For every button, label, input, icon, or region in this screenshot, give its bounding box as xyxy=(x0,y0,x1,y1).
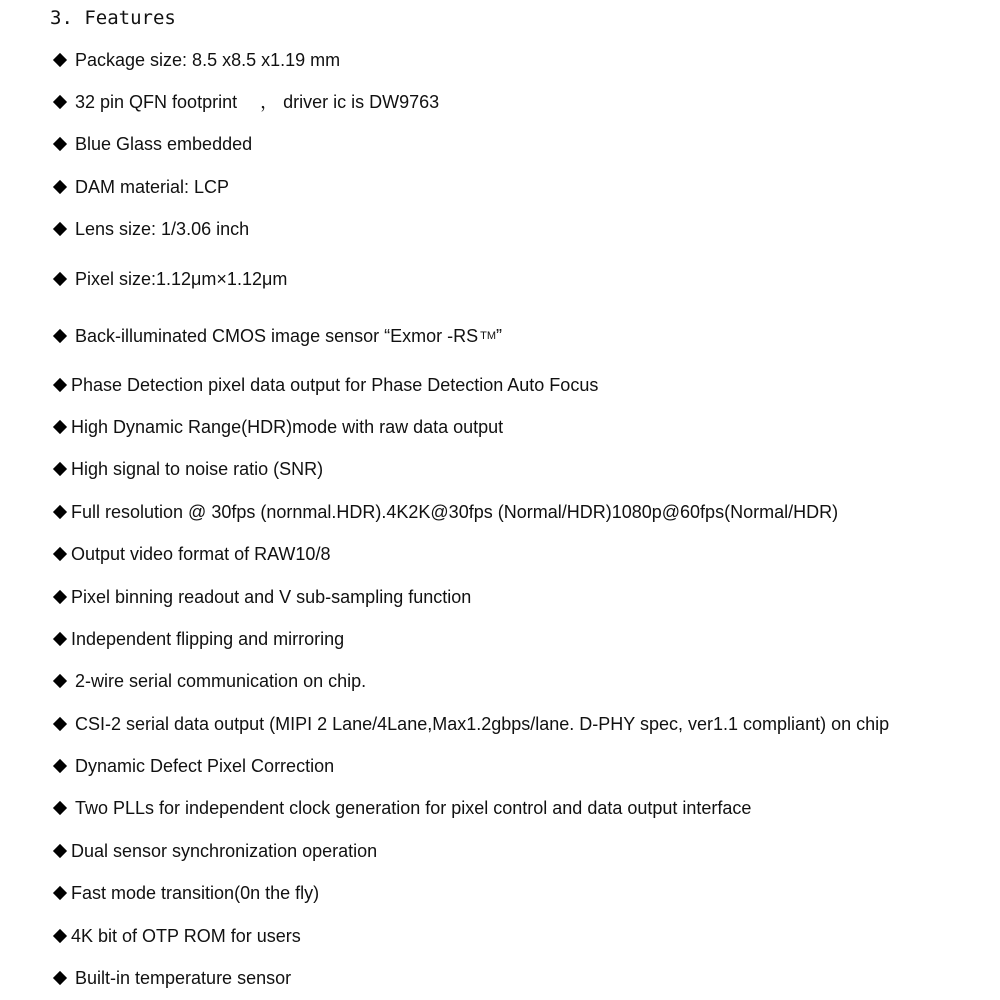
feature-text: Phase Detection pixel data output for Phase Detection Auto Focus xyxy=(71,375,599,395)
feature-text: Independent flipping and mirroring xyxy=(71,629,345,649)
feature-item-csi2-output xyxy=(53,711,889,737)
diamond-bullet-icon xyxy=(53,420,67,434)
feature-text: Blue Glass embedded xyxy=(75,134,253,154)
feature-text: Built-in temperature sensor xyxy=(75,968,292,988)
feature-text: Back-illuminated CMOS image sensor “Exmor -RS xyxy=(75,326,479,346)
feature-text-suffix: ” xyxy=(496,326,503,346)
diamond-bullet-icon xyxy=(53,137,67,151)
feature-item-dual-sensor xyxy=(53,838,377,864)
feature-text: 4K bit of OTP ROM for users xyxy=(71,926,301,946)
feature-item-plls xyxy=(53,795,751,821)
diamond-bullet-icon xyxy=(53,844,67,858)
section-number: 3. xyxy=(50,7,73,29)
diamond-bullet-icon xyxy=(53,801,67,815)
feature-item-output-format xyxy=(53,541,330,567)
feature-item-serial-communication xyxy=(53,668,366,694)
feature-text: Two PLLs for independent clock generation for pixel control and data output interface xyxy=(75,798,752,818)
feature-item-full-resolution xyxy=(53,499,838,525)
diamond-bullet-icon xyxy=(53,886,67,900)
feature-item-cmos-sensor: Back-illuminated CMOS image sensor “Exmor -RS TM ” xyxy=(53,323,502,349)
feature-text: Dynamic Defect Pixel Correction xyxy=(75,756,335,776)
diamond-bullet-icon xyxy=(53,971,67,985)
feature-item-fast-mode xyxy=(53,880,319,906)
feature-item-snr xyxy=(53,456,323,482)
diamond-bullet-icon xyxy=(53,378,67,392)
feature-text: 2-wire serial communication on chip. xyxy=(75,671,367,691)
diamond-bullet-icon xyxy=(53,222,67,236)
diamond-bullet-icon xyxy=(53,180,67,194)
feature-text: Lens size: 1/3.06 inch xyxy=(75,219,250,239)
diamond-bullet-icon xyxy=(53,590,67,604)
feature-text: Output video format of RAW10/8 xyxy=(71,544,331,564)
feature-text: DAM material: LCP xyxy=(75,177,230,197)
feature-item-phase-detection xyxy=(53,372,598,398)
feature-text: Pixel size:1.12μm×1.12μm xyxy=(75,269,288,289)
feature-text: High Dynamic Range(HDR)mode with raw data output xyxy=(71,417,504,437)
feature-text: Pixel binning readout and V sub-sampling function xyxy=(71,587,472,607)
feature-item-package-size xyxy=(53,47,340,73)
diamond-bullet-icon xyxy=(53,505,67,519)
feature-item-hdr-mode xyxy=(53,414,503,440)
feature-text: Package size: 8.5 x8.5 x1.19 mm xyxy=(75,50,341,70)
feature-text: CSI-2 serial data output (MIPI 2 Lane/4Lane,Max1.2gbps/lane. D-PHY spec, ver1.1 compliant) on chip xyxy=(75,714,890,734)
diamond-bullet-icon xyxy=(53,53,67,67)
feature-item-dam-material xyxy=(53,174,229,200)
feature-item-pixel-size xyxy=(53,266,287,292)
feature-text: High signal to noise ratio (SNR) xyxy=(71,459,324,479)
diamond-bullet-icon xyxy=(53,547,67,561)
feature-text: 32 pin QFN footprint ， driver ic is DW9763 xyxy=(75,92,440,112)
feature-item-blue-glass xyxy=(53,131,252,157)
feature-text: Fast mode transition(0n the fly) xyxy=(71,883,320,903)
diamond-bullet-icon xyxy=(53,929,67,943)
diamond-bullet-icon xyxy=(53,462,67,476)
diamond-bullet-icon xyxy=(53,329,67,343)
feature-item-footprint xyxy=(53,89,439,115)
diamond-bullet-icon xyxy=(53,674,67,688)
feature-text: Full resolution @ 30fps (nornmal.HDR).4K2K@30fps (Normal/HDR)1080p@60fps(Normal/HDR) xyxy=(71,502,839,522)
feature-item-flipping-mirroring xyxy=(53,626,344,652)
feature-item-pixel-binning xyxy=(53,584,471,610)
section-heading xyxy=(50,4,176,32)
diamond-bullet-icon xyxy=(53,272,67,286)
feature-item-defect-correction xyxy=(53,753,334,779)
diamond-bullet-icon xyxy=(53,632,67,646)
feature-item-temperature-sensor xyxy=(53,965,291,991)
diamond-bullet-icon xyxy=(53,759,67,773)
feature-item-lens-size xyxy=(53,216,249,242)
section-title: Features xyxy=(84,7,176,29)
feature-text: Dual sensor synchronization operation xyxy=(71,841,378,861)
diamond-bullet-icon xyxy=(53,717,67,731)
diamond-bullet-icon xyxy=(53,95,67,109)
feature-item-otp-rom xyxy=(53,923,301,949)
